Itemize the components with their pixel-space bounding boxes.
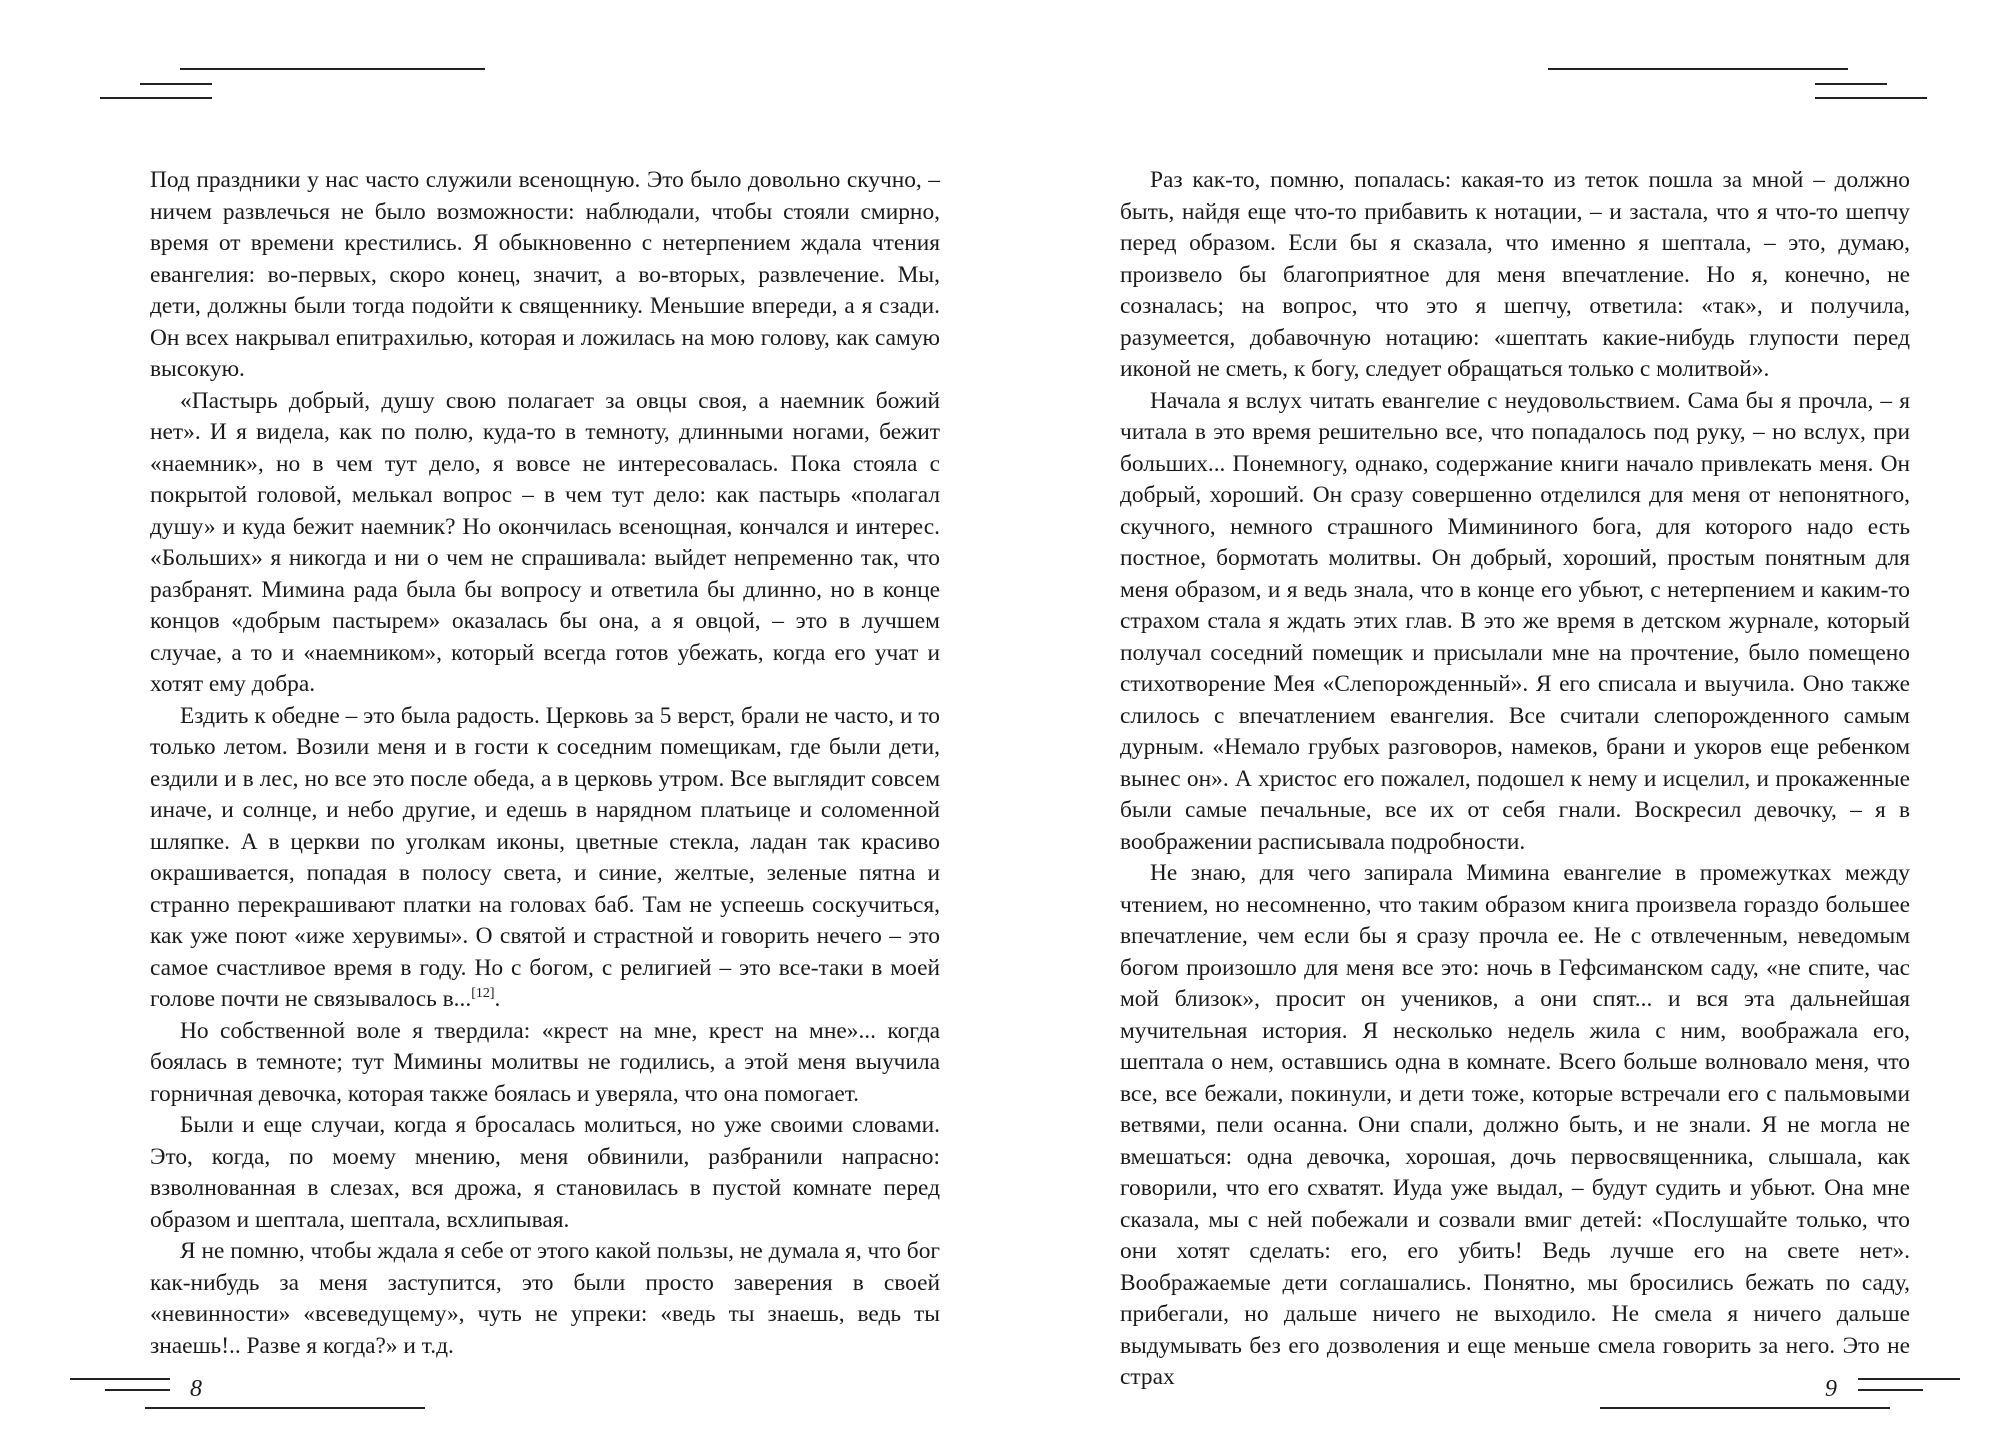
left-page-text xyxy=(150,165,940,1362)
footer-rule-right-short-2 xyxy=(1858,1389,1923,1391)
header-rule-right-long xyxy=(1548,68,1848,70)
paragraph: Раз как-то, помню, попалась: какая-то из теток пошла за мной – должно быть, найдя еще что-то прибавить к нотации, – и застала, что я что-то шепчу перед образом. Если бы я сказала, что именно я шептала, – это, думаю, произвело бы благоприятное для меня впечатление. Но я, конечно, не созналась; на вопрос, что это я шепчу, ответила: «так», и получила, разумеется, добавочную нотацию: «шептать какие-нибудь глупости перед иконой не сметь, к богу, следует обращаться только с молитвой». xyxy=(1120,167,1910,382)
paragraph: Я не помню, чтобы ждала я себе от этого какой пользы, не думала я, что бог как-нибудь за меня заступится, это были просто заверения в своей «невинности» «всеведущему», чуть не упреки: «ведь ты знаешь, ведь ты знаешь!.. Разве я когда?» и т.д. xyxy=(150,1238,940,1359)
right-page-text xyxy=(1120,165,1910,1394)
header-rule-left-long xyxy=(180,68,485,70)
paragraph: Под праздники у нас часто служили всенощную. Это было довольно скучно, – ничем развлечься не было возможности: наблюдали, чтобы стояли смирно, время от времени крестились. Я обыкновенно с нетерпением ждала чтения евангелия: во-первых, скоро конец, значит, а во-вторых, развлечение. Мы, дети, должны были тогда подойти к священнику. Меньшие впереди, а я сзади. Он всех накрывал епитрахилью, которая и ложилась на мою голову, как самую высокую. xyxy=(150,167,940,382)
page-number-left: 8 xyxy=(190,1376,202,1402)
page-number-right: 9 xyxy=(1825,1376,1837,1402)
header-rule-right-short-2 xyxy=(1815,97,1927,99)
paragraph: Были и еще случаи, когда я бросалась молиться, но уже своими словами. Это, когда, по моему мнению, меня обвинили, разбранили напрасно: взволнованная в слезах, вся дрожа, я становилась в пустой комнате перед образом и шептала, шептала, всхлипывая. xyxy=(150,1112,940,1233)
footer-rule-left-long xyxy=(145,1407,425,1409)
header-rule-right-short-1 xyxy=(1815,83,1887,85)
paragraph: Не знаю, для чего запирала Мимина евангелие в промежутках между чтением, но несомненно, что таким образом книга произвела гораздо большее впечатление, чем если бы я сразу прочла ее. Не с отвлеченным, неведомым богом произошло для меня все это: ночь в Гефсиманском саду, «не спите, час мой близок», просит он учеников, а они спят... и вся эта дальнейшая мучительная история. Я несколько недель жила с ним, воображала его, шептала о нем, оставшись одна в комнате. Всего больше волновало меня, что все, все бежали, покинули, и дети тоже, которые встречали его с пальмовыми ветвями, пели осанна. Они спали, должно быть, и не знали. Я не могла не вмешаться: одна девочка, хорошая, дочь первосвященника, слышала, как говорили, что его схватят. Иуда уже выдал, – будут судить и убьют. Она мне сказала, мы с ней побежали и созвали вмиг детей: «Послушайте только, что они хотят сделать: его, его убить! Ведь лучше его на свете нет». Воображаемые дети соглашались. Понятно, мы бросились бежать по саду, прибегали, но дальше ничего не выходило. Не смела я ничего дальше выдумывать без его дозволения и еще меньше смела говорить за него. Это не страх xyxy=(1120,860,1910,1390)
footer-rule-left-short-1 xyxy=(70,1378,170,1380)
header-rule-left-short-2 xyxy=(100,97,212,99)
paragraph-with-footnote: Ездить к обедне – это была радость. Церковь за 5 верст, брали не часто, и то только летом. Возили меня и в гости к соседним помещикам, где были дети, ездили и в лес, но все это после обеда, а в церковь утром. Все выглядит совсем иначе, и солнце, и небо другие, и едешь в нарядном платьице и соломенной шляпке. А в церкви по уголкам иконы, цветные стекла, ладан так красиво окрашивается, попадая в полосу света, и синие, желтые, зеленые пятна и странно перекрашивают платки на головах баб. Там не успеешь соскучиться, как уже поют «иже херувимы». О святой и страстной и говорить нечего – это самое счастливое время в году. Но с богом, с религией – это все-таки в моей голове почти не связывалось в...[12]. xyxy=(150,702,940,1012)
footer-rule-right-long xyxy=(1600,1407,1890,1409)
paragraph: Но собственной воле я твердила: «крест на мне, крест на мне»... когда боялась в темноте; тут Мимины молитвы не годились, а этой меня выучила горничная девочка, которая также боялась и уверяла, что она помогает. xyxy=(150,1017,940,1107)
paragraph: «Пастырь добрый, душу свою полагает за овцы своя, а наемник божий нет». И я видела, как по полю, куда-то в темноту, длинными ногами, бежит «наемник», но в чем тут дело, я вовсе не интересовалась. Пока стояла с покрытой головой, мелькал вопрос – в чем тут дело: как пастырь «полагал душу» и куда бежит наемник? Но окончилась всенощная, кончался и интерес. «Больших» я никогда и ни о чем не спрашивала: выйдет непременно так, что разбранят. Мимина рада была бы вопросу и ответила бы длинно, но в конце концов «добрым пастырем» оказалась бы она, а я овцой, – это в лучшем случае, а то и «наемником», который всегда готов убежать, когда его учат и хотят ему добра. xyxy=(150,387,940,697)
footer-rule-right-short-1 xyxy=(1858,1378,1960,1380)
header-rule-left-short-1 xyxy=(140,83,212,85)
footnote-reference[interactable]: [12] xyxy=(471,986,495,1002)
paragraph-text: Ездить к обедне – это была радость. Церковь за 5 верст, брали не часто, и то только летом. Возили меня и в гости к соседним помещикам, где были дети, ездили и в лес, но все это после обеда, а в церковь утром. Все выглядит совсем иначе, и солнце, и небо другие, и едешь в нарядном платьице и соломенной шляпке. А в церкви по уголкам иконы, цветные стекла, ладан так красиво окрашивается, попадая в полосу света, и синие, желтые, зеленые пятна и странно перекрашивают платки на головах баб. Там не успеешь соскучиться, как уже поют «иже херувимы». О святой и страстной и говорить нечего – это самое счастливое время в году. Но с богом, с религией – это все-таки в моей голове почти не связывалось в... xyxy=(150,702,940,1012)
footer-rule-left-short-2 xyxy=(105,1389,170,1391)
paragraph: Начала я вслух читать евангелие с неудовольствием. Сама бы я прочла, – я читала в это время решительно все, что попадалось под руку, – но вслух, при больших... Понемногу, однако, содержание книги начало привлекать меня. Он добрый, хороший. Он сразу совершенно отделился для меня от непонятного, скучного, немного страшного Мимининого бога, для которого надо есть постное, бормотать молитвы. Он добрый, хороший, простым понятным для меня образом, и я ведь знала, что в конце его убьют, с нетерпением и каким-то страхом стала я ждать этих глав. В это же время в детском журнале, который получал соседний помещик и присылали мне на прочтение, было помещено стихотворение Мея «Слепорожденный». Я его списала и выучила. Оно также слилось с впечатлением евангелия. Все считали слепорожденного самым дурным. «Немало грубых разговоров, намеков, брани и укоров еще ребенком вынес он». А христос его пожалел, подошел к нему и исцелил, и прокаженные были самые печальные, все их от себя гнали. Воскресил девочку, – я в воображении расписывала подробности. xyxy=(1120,387,1910,855)
